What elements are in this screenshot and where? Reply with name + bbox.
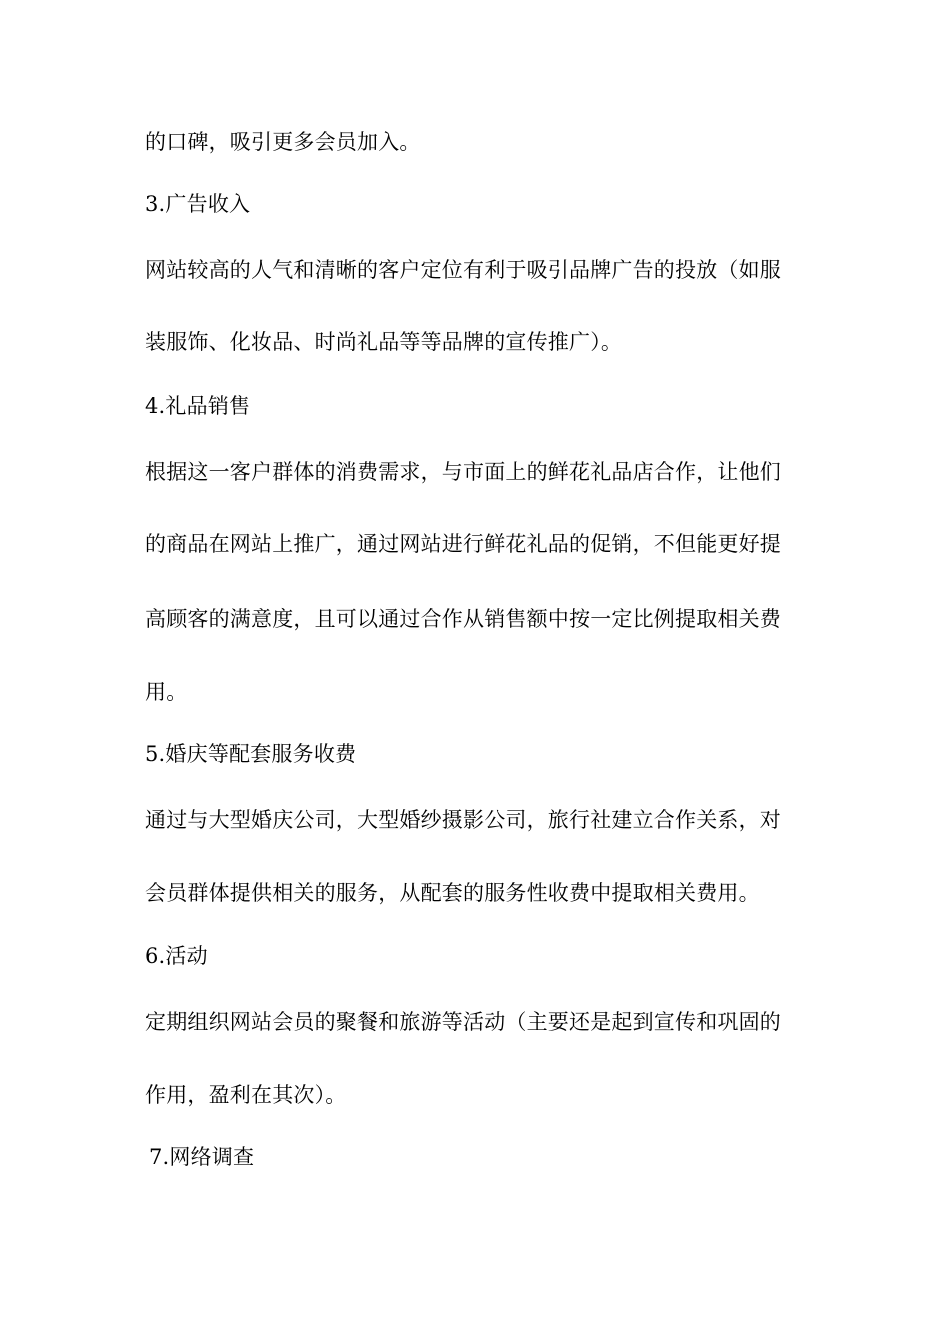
paragraph-line: 网站较高的人气和清晰的客户定位有利于吸引品牌广告的投放（如服 [145, 258, 781, 282]
paragraph-line: 通过与大型婚庆公司，大型婚纱摄影公司，旅行社建立合作关系，对 [145, 808, 781, 832]
paragraph-line: 根据这一客户群体的消费需求，与市面上的鲜花礼品店合作，让他们 [145, 460, 781, 484]
paragraph-line: 用。 [145, 680, 188, 704]
section-heading-gift-sales: 4.礼品销售 [145, 394, 251, 418]
paragraph-line: 作用，盈利在其次）。 [145, 1083, 347, 1107]
paragraph-line: 的口碑，吸引更多会员加入。 [145, 130, 421, 154]
section-heading-activities: 6.活动 [145, 944, 208, 968]
section-heading-wedding-services: 5.婚庆等配套服务收费 [145, 742, 357, 766]
paragraph-line: 高顾客的满意度，且可以通过合作从销售额中按一定比例提取相关费 [145, 607, 781, 631]
paragraph-line: 的商品在网站上推广，通过网站进行鲜花礼品的促销，不但能更好提 [145, 532, 781, 556]
section-heading-advertising: 3.广告收入 [145, 192, 251, 216]
section-heading-online-survey: 7.网络调查 [149, 1145, 255, 1169]
paragraph-line: 装服饰、化妆品、时尚礼品等等品牌的宣传推广）。 [145, 330, 623, 354]
paragraph-line: 会员群体提供相关的服务，从配套的服务性收费中提取相关费用。 [145, 881, 760, 905]
paragraph-line: 定期组织网站会员的聚餐和旅游等活动（主要还是起到宣传和巩固的 [145, 1010, 781, 1034]
